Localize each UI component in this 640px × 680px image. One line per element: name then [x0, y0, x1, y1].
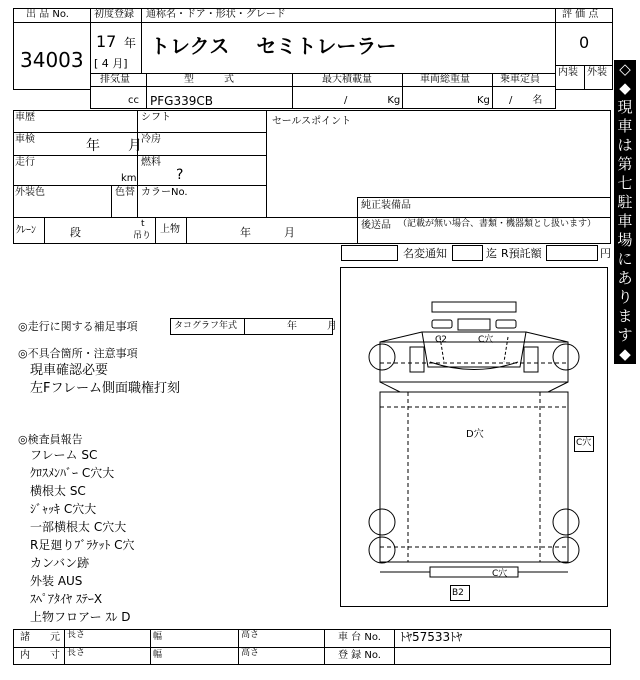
inspector-item: 横根太 SC: [30, 484, 86, 498]
registration-year-unit: 年: [124, 36, 137, 50]
capacity-label: 乗車定員: [500, 74, 540, 85]
exterior-score-label: 外装: [587, 67, 607, 78]
top-load-value: 年 月: [240, 226, 295, 239]
banner-char: ◇: [619, 60, 631, 78]
ac-label: 冷房: [141, 134, 161, 145]
max-load-unit: / Kg: [344, 95, 401, 106]
inspector-item: 外装 AUS: [30, 574, 83, 588]
defects-title: ◎不具合箇所・注意事項: [18, 347, 138, 360]
deadline-unit: 迄: [486, 247, 497, 260]
model-code: PFG339CB: [150, 94, 213, 108]
crane-stage-unit: 段: [70, 226, 81, 239]
width-label: 幅: [153, 650, 163, 660]
inspector-item: ｸﾛｽﾒﾝﾊﾞｰ C穴大: [30, 466, 115, 480]
score-label: 評 価 点: [562, 9, 599, 20]
vehicle-name: トレクス セミトレーラー: [150, 34, 397, 58]
banner-char: あ: [617, 269, 633, 287]
inspector-item: 一部横根太 C穴大: [30, 520, 127, 534]
sales-point-label: セールスポイント: [272, 116, 352, 127]
yen-unit: 円: [600, 247, 611, 260]
banner-char: 車: [617, 117, 633, 135]
banner-char: ◆: [619, 79, 631, 97]
banner-char: 場: [617, 231, 633, 249]
inspection-value: 年 月: [86, 138, 142, 154]
top-load-label: 上物: [160, 224, 180, 235]
inspection-label: 車検: [15, 134, 35, 145]
length-label: 長さ: [67, 630, 86, 640]
banner-char: は: [617, 136, 633, 154]
lot-number-label: 出 品 No.: [26, 9, 69, 20]
driving-notes-title: ◎走行に関する補足事項: [18, 320, 138, 333]
lot-number: 34003: [20, 48, 84, 72]
diagram-label-d-hole: D穴: [466, 429, 484, 440]
shift-label: シフト: [141, 112, 171, 123]
color-number-label: カラーNo.: [141, 187, 188, 198]
height-label: 高さ: [241, 648, 260, 658]
mileage-unit: km: [121, 173, 137, 184]
r-deposit-box: [546, 245, 598, 261]
banner-char: 車: [617, 212, 633, 230]
diagram-label-c-hole-side: C穴: [576, 438, 592, 448]
inspector-item: カンバン跡: [30, 556, 90, 570]
capacity-unit: / 名: [509, 95, 543, 106]
fuel-label: 燃料: [141, 157, 161, 168]
gross-weight-unit: Kg: [477, 95, 490, 106]
name-change-box: [452, 245, 483, 261]
banner-char: に: [617, 250, 633, 268]
banner-char: 現: [617, 98, 633, 116]
banner-char: 七: [617, 174, 633, 192]
displacement-label: 排気量: [100, 74, 130, 85]
remarks-label: 諸 元: [20, 632, 60, 643]
color-change-label: 色替: [115, 187, 135, 198]
crane-hang-unit: 吊り: [133, 231, 152, 241]
banner-char: ま: [617, 307, 633, 325]
chassis-number: ﾄﾔ57533ﾄﾔ: [400, 630, 463, 644]
name-change-label: 名変通知: [403, 247, 447, 260]
registration-month: [ 4 月]: [94, 57, 128, 70]
defect-item: 現車確認必要: [30, 363, 109, 378]
first-registration-label: 初度登録: [94, 9, 134, 20]
score-value: 0: [579, 33, 590, 52]
diagram-label-c-hole-bottom: C穴: [492, 569, 508, 579]
banner-char: す: [617, 326, 633, 344]
chassis-number-label: 車 台 No.: [338, 632, 381, 643]
registration-number-label: 登 録 No.: [338, 650, 381, 661]
inspector-item: 上物フロアー ｽﾚ D: [30, 610, 131, 624]
displacement-unit: cc: [128, 95, 139, 106]
history-label: 車歴: [15, 112, 35, 123]
fuel-value: ?: [176, 167, 184, 183]
banner-char: 第: [617, 155, 633, 173]
height-label: 高さ: [241, 630, 260, 640]
defect-item: 左Fフレーム側面職権打刻: [30, 381, 180, 396]
max-load-label: 最大積載量: [322, 74, 372, 85]
inspector-item: ｽﾍﾟｱﾀｲﾔ ｽﾃｰX: [30, 592, 103, 606]
inspector-item: ｼﾞｬｯｷ C穴大: [30, 502, 97, 516]
deadline-box: [341, 245, 398, 261]
inspector-item: R足廻りﾌﾞﾗｹｯﾄ C穴: [30, 538, 135, 552]
inspector-report-title: ◎検査員報告: [18, 433, 83, 446]
banner-char: り: [617, 288, 633, 306]
r-deposit-label: R預託額: [501, 247, 542, 260]
registration-year: 17: [96, 32, 117, 51]
diagram-label-c-hole-top: C穴: [478, 335, 494, 345]
mileage-label: 走行: [15, 157, 35, 168]
genuine-equipment-label: 純正装備品: [361, 200, 411, 211]
width-label: 幅: [153, 632, 163, 642]
tachograph-value: 年 月: [287, 321, 337, 332]
parking-location-banner: [614, 60, 636, 364]
gross-weight-label: 車両総重量: [420, 74, 470, 85]
inspector-item: フレーム SC: [30, 448, 98, 462]
crane-ton-unit: t: [141, 219, 145, 229]
tachograph-label: タコグラフ年式: [174, 321, 238, 331]
diagram-label-b2: B2: [452, 588, 464, 598]
crane-label: ｸﾚｰﾝ: [16, 225, 36, 236]
interior-score-label: 内装: [558, 67, 578, 78]
banner-char: ◆: [619, 345, 631, 363]
length-label: 長さ: [67, 648, 86, 658]
interior-dimensions-label: 内 寸: [20, 650, 60, 661]
exterior-color-label: 外装色: [15, 187, 45, 198]
banner-char: 駐: [617, 193, 633, 211]
diagram-label-c2: C2: [435, 335, 448, 345]
vehicle-name-header: 通称名・ドア・形状・グレード: [146, 9, 286, 20]
rear-shipment-note: （記載が無い場合、書類・機器類とし扱います）: [398, 219, 597, 229]
rear-shipment-label: 後送品: [361, 220, 391, 231]
model-label: 型 式: [184, 74, 234, 85]
